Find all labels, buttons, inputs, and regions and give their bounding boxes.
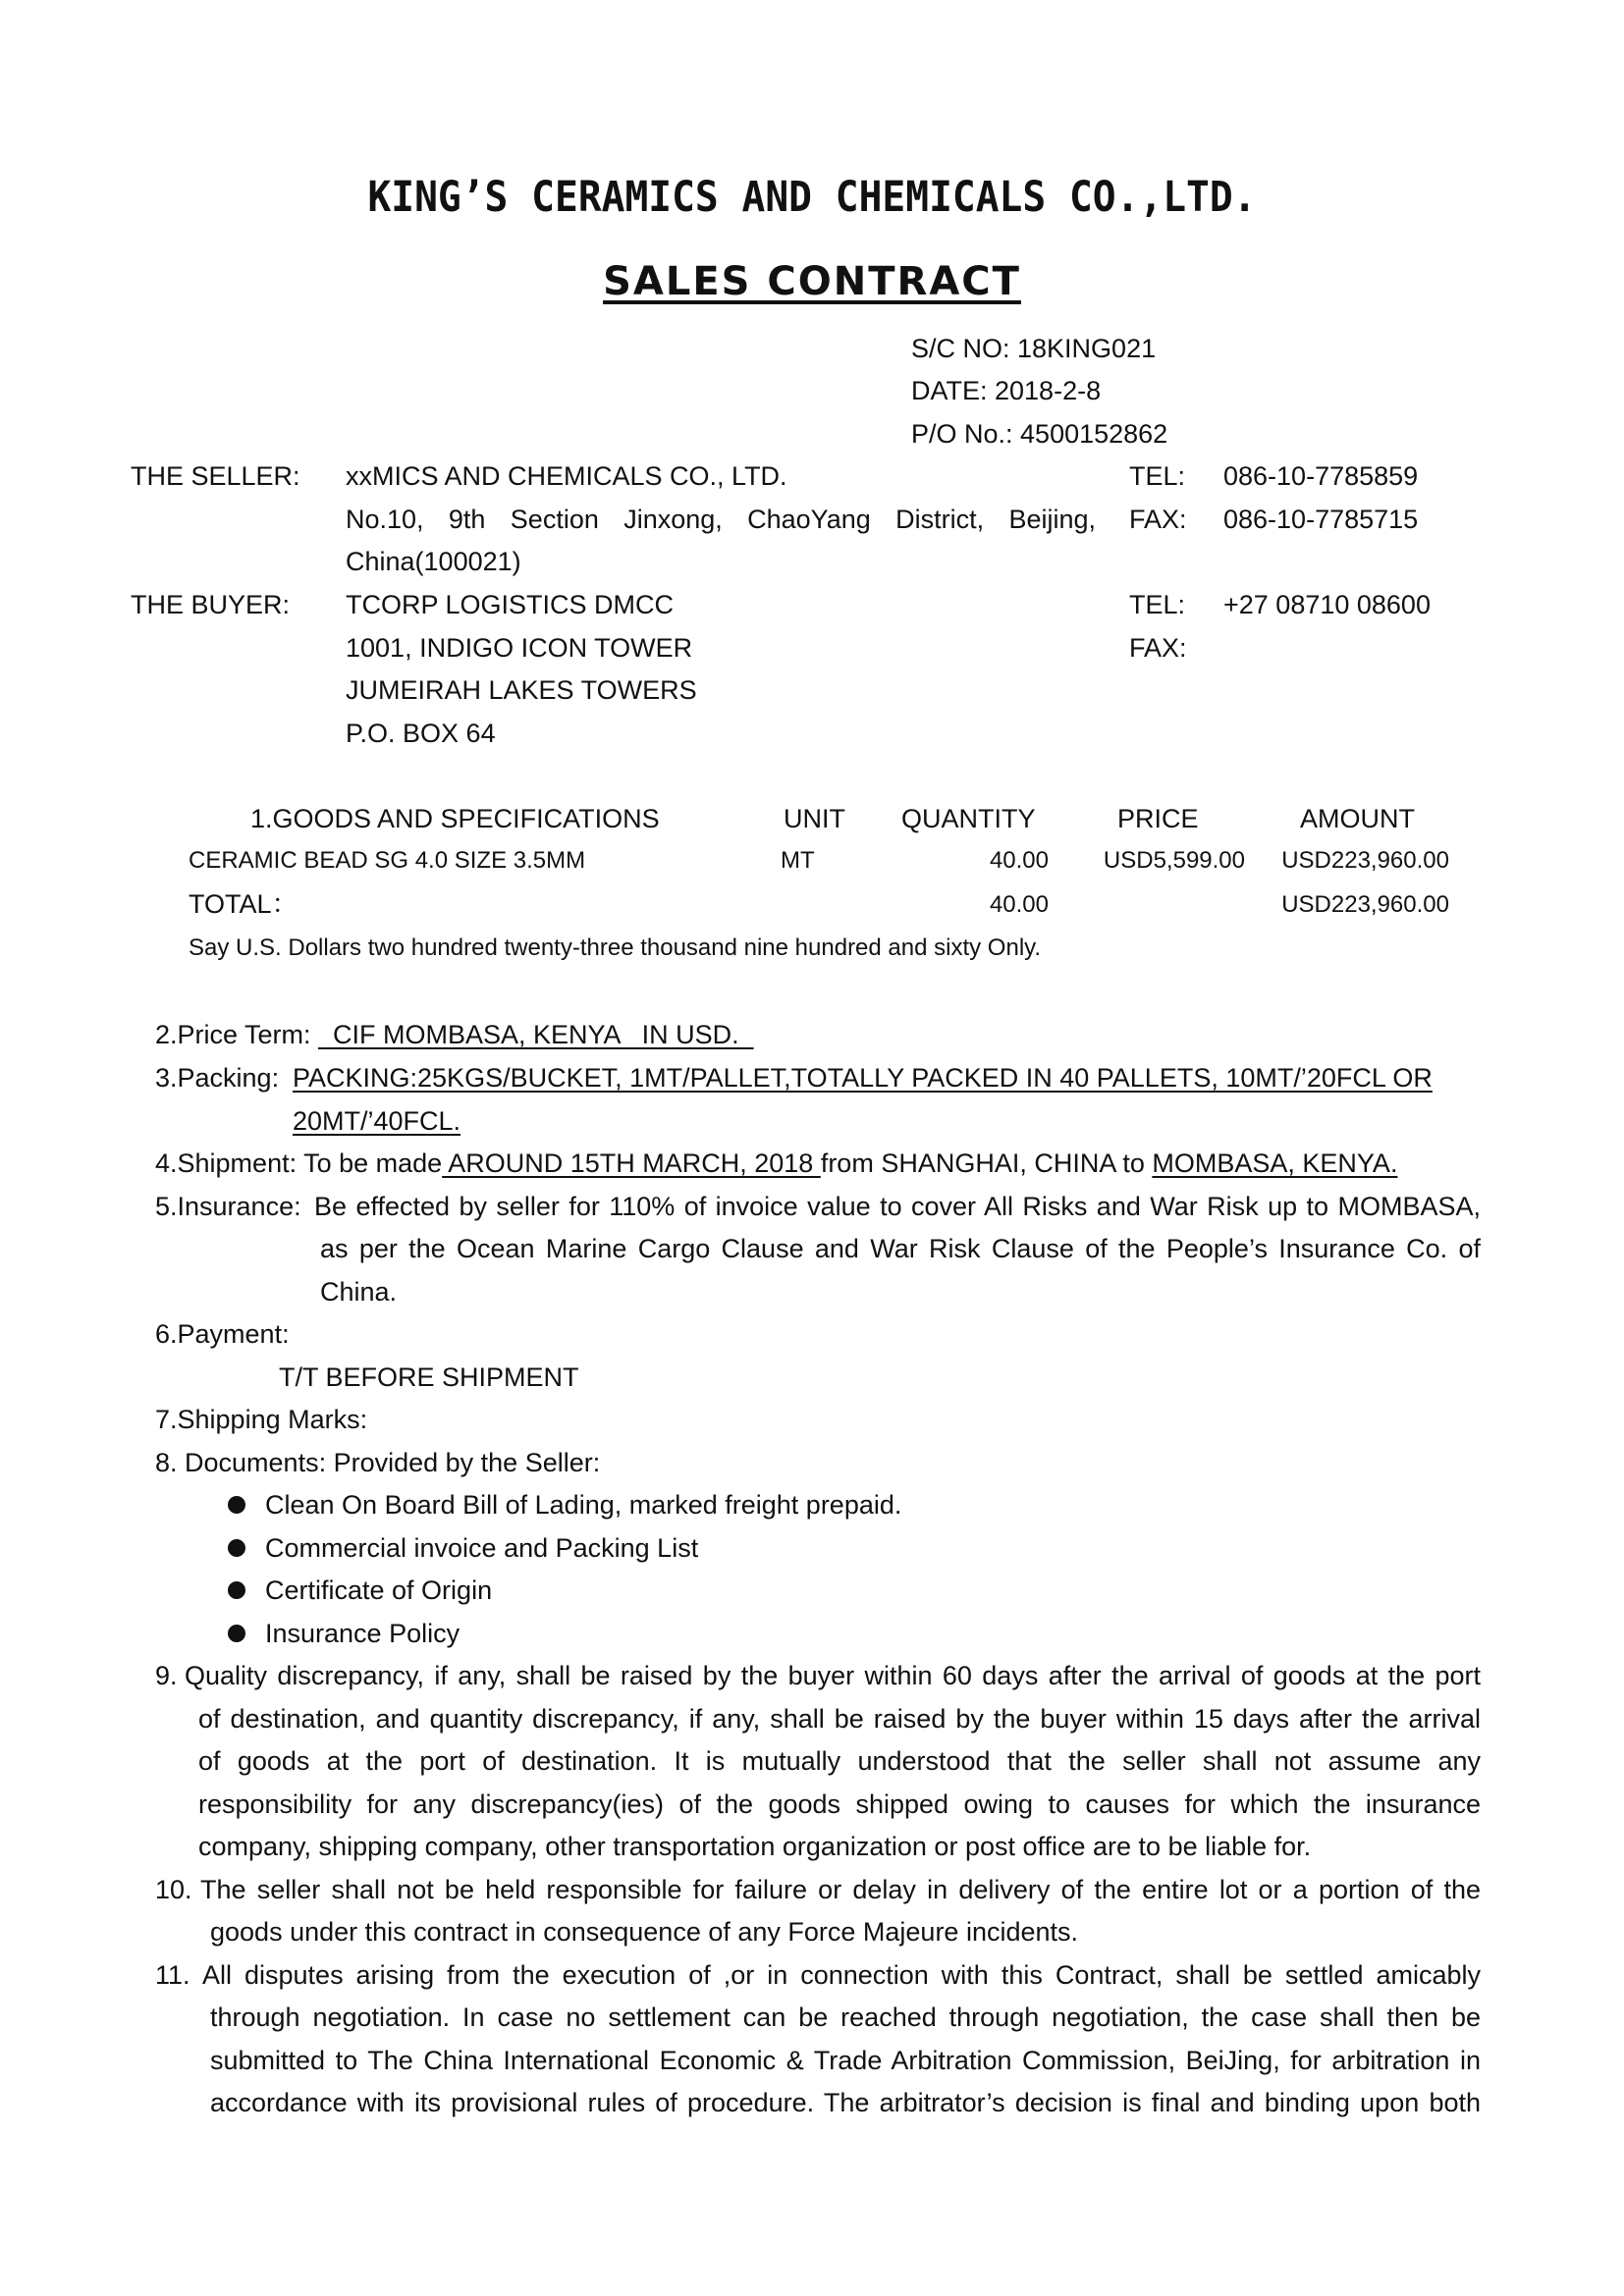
shipment-label: 4.Shipment:	[155, 1148, 298, 1178]
goods-header-unit: UNIT	[784, 804, 845, 833]
clause-11-line: through negotiation. In case no settlement can be reached through negotiation, the case shall then be	[210, 2002, 1481, 2032]
clause-9-line: company, shipping company, other transportation organization or post office are to be liable for.	[198, 1832, 1312, 1861]
goods-amount-in-words: Say U.S. Dollars two hundred twenty-three thousand nine hundred and sixty Only.	[189, 934, 1042, 961]
goods-total-quantity: 40.00	[989, 891, 1049, 918]
insurance-line1: Be effected by seller for 110% of invoice value to cover All Risks and War Risk up to MOMBASA,	[314, 1192, 1481, 1221]
buyer-fax-label: FAX:	[1129, 633, 1187, 663]
insurance-line3: China.	[320, 1277, 398, 1307]
seller-tel-label: TEL:	[1129, 461, 1186, 491]
goods-row-unit: MT	[781, 847, 815, 874]
packing-label: 3.Packing:	[155, 1063, 280, 1093]
shipping-marks-label: 7.Shipping Marks:	[155, 1405, 368, 1434]
buyer-name: TCORP LOGISTICS DMCC	[346, 590, 675, 619]
document-item: Commercial invoice and Packing List	[228, 1533, 698, 1563]
clause-11-line: All disputes arising from the execution of ,or in connection with this Contract, shall be settled amicably	[202, 1960, 1481, 1990]
clause-10-line: The seller shall not be held responsible for failure or delay in delivery of the entire lot or a portion of the	[200, 1875, 1481, 1904]
packing-value-line1: PACKING:25KGS/BUCKET, 1MT/PALLET,TOTALLY PACKED IN 40 PALLETS, 10MT/’20FCL OR	[293, 1063, 1433, 1093]
goods-header-description: 1.GOODS AND SPECIFICATIONS	[250, 804, 660, 833]
clause-10-line: goods under this contract in consequence of any Force Majeure incidents.	[210, 1917, 1079, 1947]
price-term-label: 2.Price Term:	[155, 1020, 311, 1049]
payment-value: T/T BEFORE SHIPMENT	[279, 1362, 579, 1392]
seller-tel: 086-10-7785859	[1223, 461, 1419, 491]
shipment-date: AROUND 15TH MARCH, 2018	[442, 1148, 821, 1178]
clause-9-line: responsibility for any discrepancy(ies) of the goods shipped owing to causes for which the insurance	[198, 1789, 1481, 1819]
shipment-destination: MOMBASA, KENYA.	[1152, 1148, 1398, 1178]
documents-label: 8. Documents: Provided by the Seller:	[155, 1448, 601, 1477]
seller-address-line1: No.10, 9th Section Jinxong, ChaoYang District, Beijing,	[346, 505, 1096, 534]
goods-header-price: PRICE	[1117, 804, 1199, 833]
document-item: Insurance Policy	[228, 1619, 460, 1648]
buyer-label: THE BUYER:	[131, 590, 291, 619]
shipment-line	[155, 1148, 1397, 1178]
shipment-route: from SHANGHAI, CHINA to	[820, 1148, 1153, 1178]
goods-header-quantity: QUANTITY	[901, 804, 1036, 833]
document-title: SALES CONTRACT	[603, 259, 1021, 304]
payment-label: 6.Payment:	[155, 1319, 290, 1349]
clause-11-number: 11.	[155, 1960, 190, 1990]
clause-10-number: 10.	[155, 1875, 192, 1904]
buyer-address-line2: JUMEIRAH LAKES TOWERS	[346, 675, 697, 705]
bullet-icon	[228, 1496, 245, 1514]
goods-total-label: TOTAL：	[189, 889, 298, 919]
seller-fax-label: FAX:	[1129, 505, 1187, 534]
goods-row-price: USD5,599.00	[1103, 847, 1245, 874]
document-item: Clean On Board Bill of Lading, marked freight prepaid.	[228, 1490, 901, 1520]
insurance-label: 5.Insurance:	[155, 1192, 301, 1221]
clause-9-line: of goods at the port of destination. It is mutually understood that the seller shall not assume any	[198, 1746, 1481, 1776]
price-term-value: CIF MOMBASA, KENYA IN USD.	[318, 1020, 754, 1049]
goods-row-description: CERAMIC BEAD SG 4.0 SIZE 3.5MM	[189, 847, 586, 874]
seller-name: xxMICS AND CHEMICALS CO., LTD.	[346, 461, 787, 491]
seller-label: THE SELLER:	[131, 461, 300, 491]
goods-header-amount: AMOUNT	[1300, 804, 1415, 833]
insurance-line2: as per the Ocean Marine Cargo Clause and War Risk Clause of the People’s Insurance Co. of	[320, 1234, 1481, 1263]
bullet-icon	[228, 1625, 245, 1642]
seller-address-line2: China(100021)	[346, 547, 521, 576]
shipment-text: To be made	[303, 1148, 443, 1178]
buyer-address-line3: P.O. BOX 64	[346, 719, 496, 748]
company-name: KING’S CERAMICS AND CHEMICALS CO.,LTD.	[367, 173, 1257, 222]
clause-11-line: accordance with its provisional rules of procedure. The arbitrator’s decision is final and binding upon both	[210, 2088, 1481, 2117]
clause-11-line: submitted to The China International Economic & Trade Arbitration Commission, BeiJing, for arbitration in	[210, 2046, 1481, 2075]
packing-value-line2: 20MT/’40FCL.	[293, 1106, 461, 1136]
bullet-icon	[228, 1581, 245, 1599]
buyer-tel: +27 08710 08600	[1223, 590, 1431, 619]
contract-date: DATE: 2018-2-8	[911, 376, 1102, 405]
clause-9-line: Quality discrepancy, if any, shall be raised by the buyer within 60 days after the arrival of goods at the port	[185, 1661, 1481, 1690]
buyer-address-line1: 1001, INDIGO ICON TOWER	[346, 633, 693, 663]
document-item: Certificate of Origin	[228, 1575, 492, 1605]
goods-row-amount: USD223,960.00	[1281, 847, 1449, 874]
goods-total-amount: USD223,960.00	[1281, 891, 1449, 918]
clause-9-line: of destination, and quantity discrepancy, if any, shall be raised by the buyer within 15 days after the arrival	[198, 1704, 1481, 1734]
bullet-icon	[228, 1539, 245, 1557]
clause-9-number: 9.	[155, 1661, 178, 1690]
goods-row-quantity: 40.00	[989, 847, 1049, 874]
sc-number: S/C NO: 18KING021	[911, 334, 1157, 363]
buyer-tel-label: TEL:	[1129, 590, 1186, 619]
po-number: P/O No.: 4500152862	[911, 419, 1168, 449]
seller-fax: 086-10-7785715	[1223, 505, 1419, 534]
